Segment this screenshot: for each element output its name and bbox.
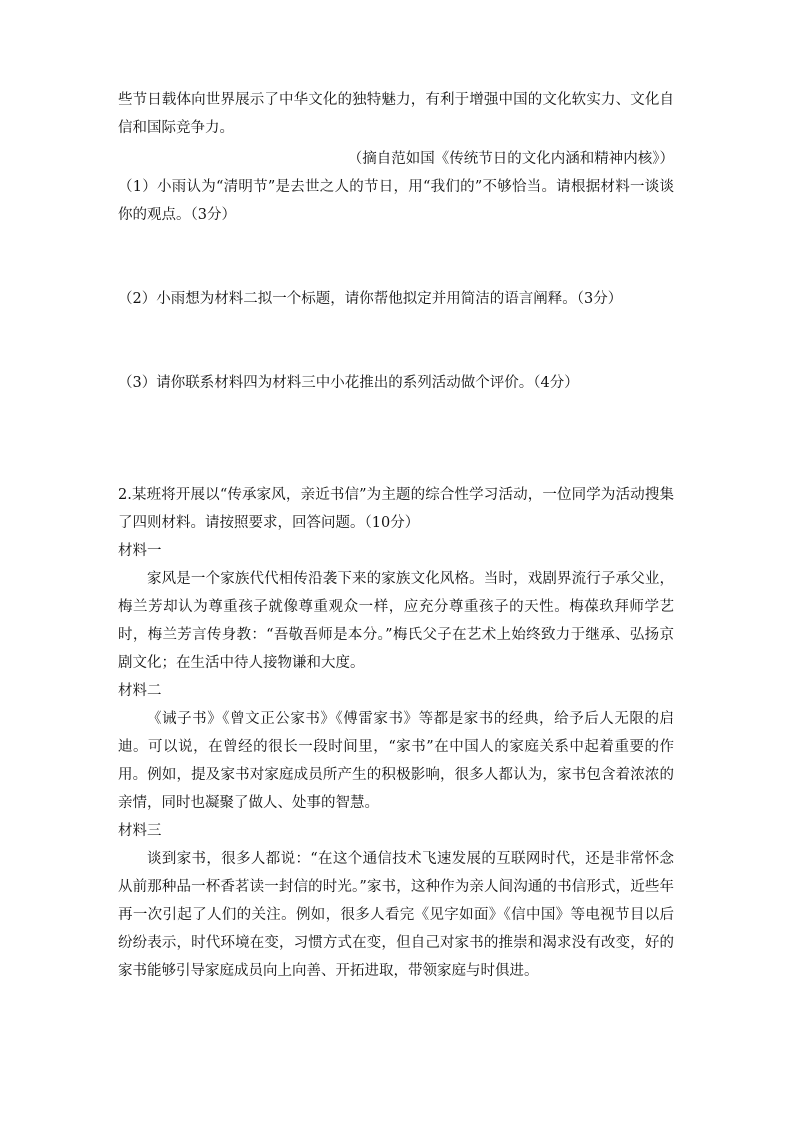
material-1-label: 材料一 (118, 543, 162, 559)
material-1-text: 家风是一个家族代代相传沿袭下来的家族文化风格。当时，戏剧界流行子承父业，梅兰芳却认为尊重孩子就像尊重观众一样，应充分尊重孩子的天性。梅葆玖拜师学艺时，梅兰芳言传身教：“吾敬吾师是本分。”梅氏父子在艺术上始终致力于继承、弘扬京剧文化；在生活中待人接物谦和大度。 (118, 571, 674, 671)
material-2-text: 《诫子书》《曾文正公家书》《傅雷家书》等都是家书的经典，给予后人无限的启迪。可以说，在曾经的很长一段时间里，“家书”在中国人的家庭关系中起着重要的作用。例如，提及家书对家庭成员所产生的积极影响，很多人都认为，家书包含着浓浓的亲情，同时也凝聚了做人、处事的智慧。 (118, 711, 674, 811)
document-content (118, 86, 674, 985)
material-3-label: 材料三 (118, 823, 162, 839)
source-citation: （摘自范如国《传统节日的文化内涵和精神内核》） (347, 151, 674, 167)
question-1: （1）小雨认为“清明节”是去世之人的节日，用“我们的”不够恰当。请根据材料一谈谈你的观点。（3分） (118, 179, 674, 223)
material-3-text: 谈到家书，很多人都说：“在这个通信技术飞速发展的互联网时代，还是非常怀念从前那种品一杯香茗读一封信的时光。”家书，这种作为亲人间沟通的书信形式，近些年再一次引起了人们的关注。例如，很多人看完《见字如面》《信中国》等电视节目以后纷纷表示，时代环境在变，习惯方式在变，但自己对家书的推崇和渴求没有改变，好的家书能够引导家庭成员向上向善、开拓进取，带领家庭与时俱进。 (118, 851, 674, 979)
task-2-intro: 2.某班将开展以“传承家风，亲近书信”为主题的综合性学习活动，一位同学为活动搜集了四则材料。请按照要求，回答问题。（10分） (118, 487, 674, 531)
material-2-label: 材料二 (118, 683, 162, 699)
question-2: （2）小雨想为材料二拟一个标题，请你帮他拟定并用简洁的语言阐释。（3分） (118, 291, 623, 307)
intro-paragraph: 些节日载体向世界展示了中华文化的独特魅力，有利于增强中国的文化软实力、文化自信和国际竞争力。 (118, 92, 674, 136)
question-3: （3）请你联系材料四为材料三中小花推出的系列活动做个评价。（4分） (118, 375, 579, 391)
